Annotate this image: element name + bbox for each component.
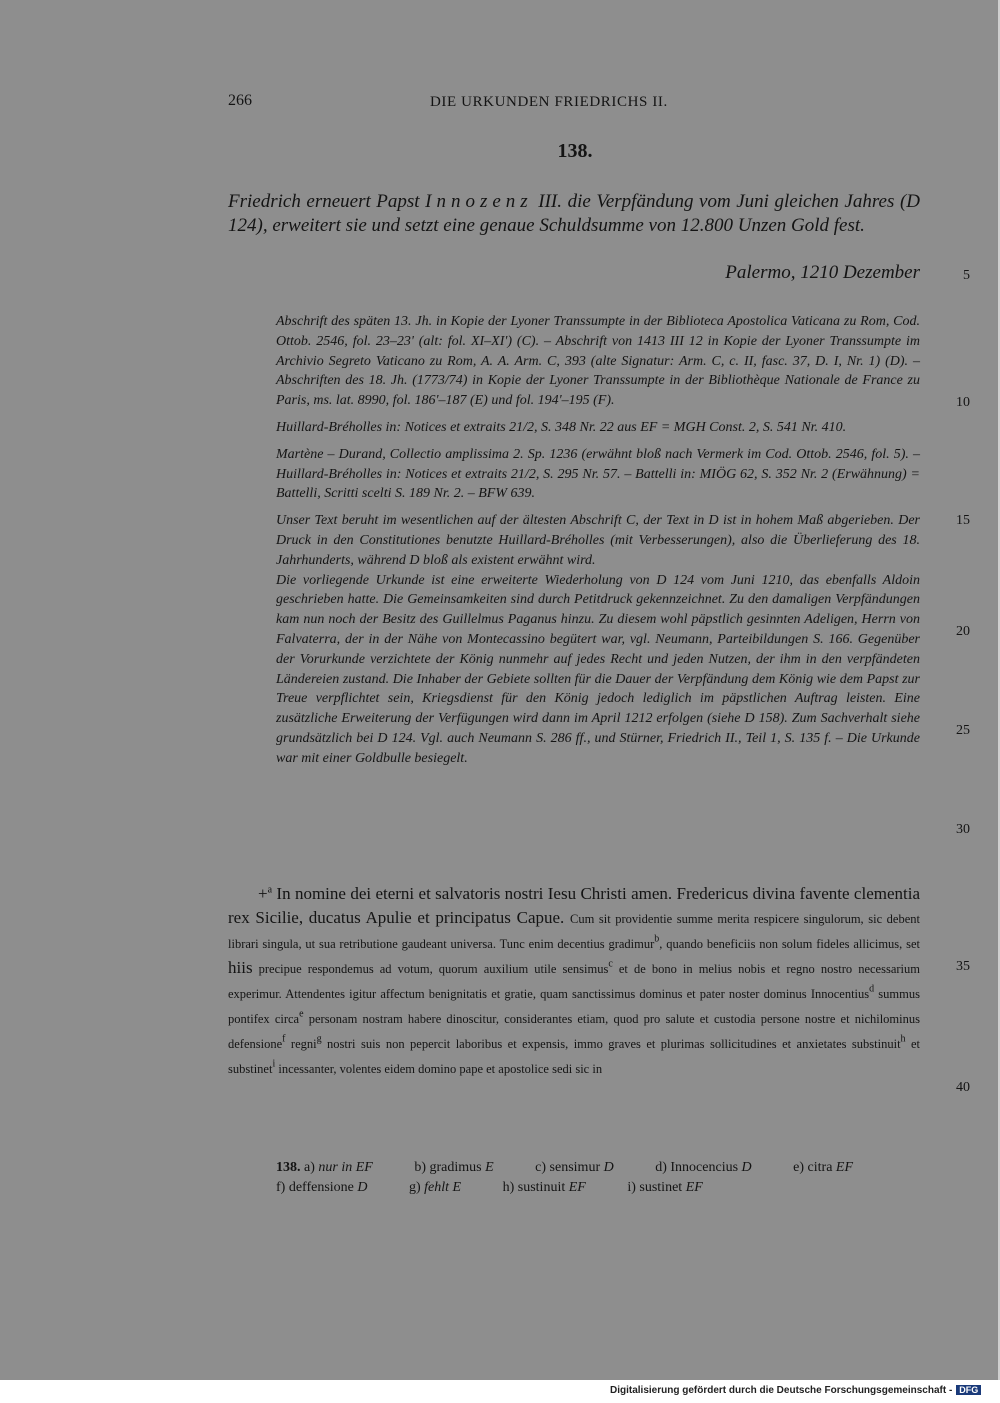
line-number: 30 — [956, 822, 970, 837]
apparatus-entry: b) gradimus E — [414, 1160, 494, 1175]
editorial-notes — [276, 312, 920, 776]
footnote-mark: h — [900, 1033, 906, 1045]
line-number: 15 — [956, 513, 970, 528]
petit-text: et de bono in melius nobis et regno nostro necessarium experimur. Attendentes igitur affectum benignitatis et gratie, quam sanctissimus dominus et pater noster dominus Innocentius — [228, 962, 920, 1001]
regest-text-a: Friedrich erneuert Papst — [228, 191, 426, 212]
cross-symbol: + — [258, 884, 268, 903]
apparatus-entry: d) Innocencius D — [655, 1160, 752, 1175]
petit-text: , quando beneficiis non solum fideles allicimus, set — [659, 937, 920, 951]
petit-text: regni — [285, 1037, 317, 1051]
note-editions: Huillard-Bréholles in: Notices et extraits 21/2, S. 348 Nr. 22 aus EF = MGH Const. 2, S. 541 Nr. 410. — [276, 419, 847, 435]
petit-text: summus pontifex circa — [228, 987, 920, 1026]
line-number: 20 — [956, 624, 970, 639]
line-number: 10 — [956, 395, 970, 410]
line-number: 35 — [956, 959, 970, 974]
charter-text — [228, 882, 920, 1081]
footnote-mark: e — [299, 1008, 304, 1020]
place-date: Palermo, 1210 Dezember — [725, 262, 920, 283]
footnote-mark: a — [267, 884, 273, 896]
footnote-mark: i — [272, 1058, 276, 1070]
line-number: 25 — [956, 723, 970, 738]
note-text-basis: Unser Text beruht im wesentlichen auf der ältesten Abschrift C, der Text in D ist in hohem Maß abgerieben. Der Druck in den Constitutiones benutzte Huillard-Bréholles (mit Verbesserungen), also die Überlieferung des 18. Jahrhunderts, während D bloß als existent erwähnt wird. — [276, 513, 920, 568]
petit-text: nostri suis non pepercit laboribus et expensis, immo graves et plurimas sollicitudines et anxietates substinuit — [321, 1037, 901, 1051]
note-commentary: Die vorliegende Urkunde ist eine erweiterte Wiederholung von D 124 vom Juni 1210, das ebenfalls Aldoin geschrieben hatte. Die Gemeinsamkeiten sind durch Petitdruck gekennzeichnet. Zu den damaligen Verpfändungen kam nun noch der Besitz des Guillelmus Paganus hinzu. Zu diesem wohl päpstlich gesinnten Adeligen, Herrn von Falvaterra, der in der Nähe von Montecassino begütert war, vgl. Neumann, Parteibildungen S. 166. Gegenüber der Vorurkunde verzichtete der König nunmehr auf jedes Recht und jeden Nutzen, der ihm in den verpfändeten Ländereien zustand. Die Inhaber der Gebiete sollten für die Dauer der Verpfändung dem König wie dem Papst zur Treue verpflichtet sein, Kriegsdienst für den König jedoch lediglich im päpstlichen Auftrag leisten. Eine zusätzliche Erweiterung der Verfügungen wird dann im April 1212 erfolgen (siehe D 158). Zum Sachverhalt siehe grundsätzlich bei D 124. Vgl. auch Neumann S. 286 ff., und Stürner, Friedrich II., Teil 1, S. 135 f. – Die Urkunde war mit einer Goldbulle besiegelt. — [276, 572, 920, 766]
document-number: 138. — [557, 140, 593, 162]
apparatus-entry: i) sustinet EF — [627, 1180, 703, 1195]
apparatus-entry: f) deffensione D — [276, 1180, 368, 1195]
regest-text-b: III. die Verpfändung vom Juni gleichen Jahres (D 124), erweitert sie und setzt eine genaue Schuldsumme von 12.800 Unzen Gold fest. — [228, 191, 920, 236]
apparatus-entry: c) sensimur D — [535, 1160, 614, 1175]
protocol-text: In nomine dei eterni et salvatoris nostri Iesu Christi amen. Fredericus divina favente clementia rex Sicilie, ducatus Apulie et principatus Capue. — [228, 884, 920, 927]
line-number: 40 — [956, 1080, 970, 1095]
critical-apparatus — [276, 1158, 920, 1198]
footnote-mark: g — [316, 1033, 322, 1045]
page-number: 266 — [228, 92, 252, 109]
apparatus-doc-number: 138. — [276, 1160, 301, 1175]
line-number: 5 — [963, 268, 970, 283]
apparatus-entry: 138. a) nur in EF — [276, 1160, 373, 1175]
dfg-logo: DFG — [956, 1385, 981, 1395]
footnote-mark: c — [608, 958, 613, 970]
petit-text: incessanter, volentes eidem domino pape et apostolice sedi sic in — [275, 1062, 603, 1076]
petit-text: precipue respondemus ad votum, quorum auxilium utile sensimus — [252, 962, 609, 976]
note-transmission: Abschrift des späten 13. Jh. in Kopie der Lyoner Transsumpte in der Biblioteca Apostolica Vaticana zu Rom, Cod. Ottob. 2546, fol. 23–23' (alt: fol. XI–XI') (C). – Abschrift von 1413 III 12 in Kopie der Lyoner Transsumpte im Archivio Segreto Vaticano zu Rom, A. A. Arm. C, 393 (alte Signatur: Arm. C, c. II, fasc. 37, D. I, Nr. 1) (D). – Abschriften des 18. Jh. (1773/74) in Kopie der Lyoner Transsumpte in der Bibliothèque Nationale de France zu Paris, ms. lat. 8990, fol. 186'–187 (E) und fol. 194'–195 (F). — [276, 314, 920, 409]
regest — [228, 190, 920, 238]
petit-text: et substinet — [228, 1037, 920, 1076]
footnote-mark: b — [654, 933, 660, 945]
apparatus-entry: e) citra EF — [793, 1160, 854, 1175]
footnote-mark: d — [869, 983, 875, 995]
funding-credit: Digitalisierung gefördert durch die Deutsche Forschungsgemeinschaft - DFG — [610, 1385, 981, 1396]
regest-pope-name: Innozenz — [425, 191, 533, 212]
apparatus-entry: h) sustinuit EF — [502, 1180, 586, 1195]
apparatus-entry: g) fehlt E — [409, 1180, 462, 1195]
petit-text: Cum sit providentie summe merita respicere singulorum, sic debent librari singula, ut sua retributione gaudeant universa. Tunc enim decentius gradimur — [228, 912, 921, 951]
note-references: Martène – Durand, Collectio amplissima 2. Sp. 1236 (erwähnt bloß nach Vermerk im Cod. Ottob. 2546, fol. 5). – Huillard-Bréholles in: Notices et extraits 21/2, S. 295 Nr. 57. – Battelli in: MIÖG 62, S. 352 Nr. 2 (Erwähnung) = Battelli, Scritti scelti S. 189 Nr. 2. – BFW 639. — [276, 446, 920, 502]
petit-text: personam nostram habere dinoscitur, considerantes etiam, quod pro salute et custodia persone nostre et nichilominus defensione — [228, 1012, 920, 1051]
normal-text: hiis — [228, 958, 253, 977]
running-title: DIE URKUNDEN FRIEDRICHS II. — [430, 94, 668, 110]
footnote-mark: f — [282, 1033, 286, 1045]
